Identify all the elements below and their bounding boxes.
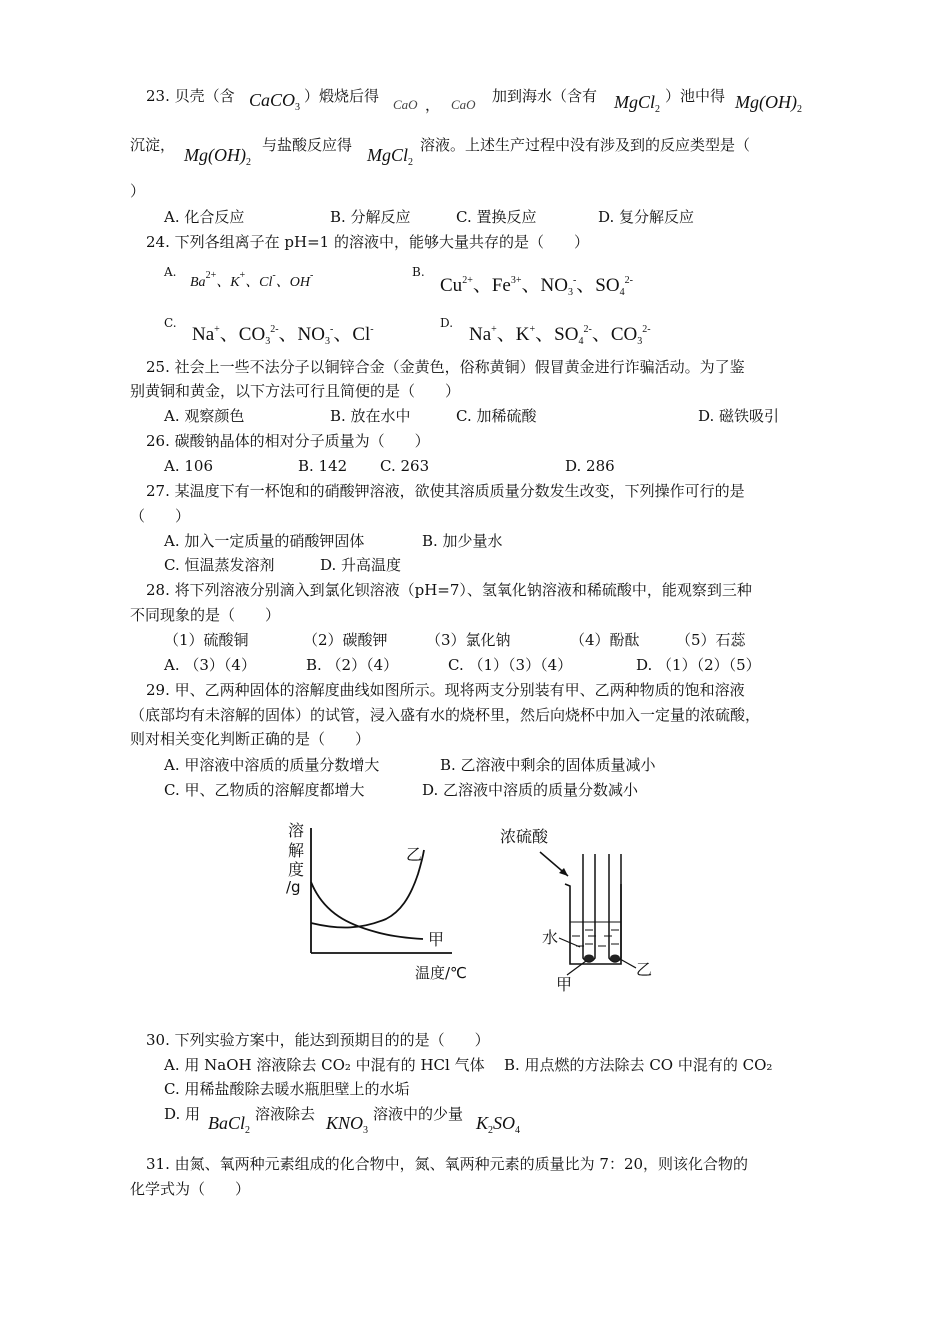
q29-figures: [280, 812, 670, 1002]
q24-label-b: B.: [412, 265, 425, 279]
jia-label: 甲: [556, 975, 573, 994]
q23-formula-cao-2: CaO: [451, 97, 476, 112]
q25-option-a: A. 观察颜色: [164, 407, 245, 425]
q23-formula-cao-1: CaO: [393, 97, 418, 112]
q24-a-ion-2: 、K+: [216, 270, 246, 290]
q24-b-ion-1: $Cu^{2+}$: [440, 275, 473, 296]
q23-option-c: C. 置换反应: [456, 208, 537, 226]
test-tube-jia: [583, 854, 595, 962]
beaker-apparatus: [500, 827, 652, 994]
q23-text-4: ）池中得: [665, 87, 726, 105]
graph-ylabel-3: 度: [288, 860, 305, 879]
q29-option-b: B. 乙溶液中剩余的固体质量减小: [440, 756, 656, 774]
q28-option-b: B. （2）（4）: [306, 656, 399, 674]
q23-text-6: 与盐酸反应得: [262, 136, 353, 154]
q26-option-d: D. 286: [565, 457, 615, 475]
q24-a-ion-3: 、Cl-: [245, 270, 276, 290]
q24-a-ion-1: $Ba^{2+}$: [190, 270, 217, 290]
q27-option-d: D. 升高温度: [320, 556, 402, 574]
q24-c-ion-2: 、$CO_3^{2-}$: [219, 324, 279, 347]
q24-d-ion-3: 、$SO_4^{2-}$: [535, 324, 592, 347]
graph-xlabel: 温度/℃: [415, 964, 467, 982]
q28-item-3: （3）氯化钠: [426, 631, 511, 649]
q30-formula-kno3: $KNO_3$: [326, 1113, 369, 1136]
q25-option-d: D. 磁铁吸引: [698, 407, 780, 425]
q30-formula-k2so4: $K_2SO_4$: [476, 1113, 521, 1136]
curve-jia-label: 甲: [428, 930, 445, 949]
q24-c-ion-1: Na+: [192, 324, 220, 345]
q23-formula-mgcl2-b: MgCl$_2$: [367, 145, 414, 168]
q28-line-2: 不同现象的是（ ）: [130, 606, 281, 624]
q25-line-1: 25. 社会上一些不法分子以铜锌合金（金黄色，俗称黄铜）假冒黄金进行诈骗活动。为了鉴: [146, 358, 745, 376]
q24-label-c: C.: [164, 316, 177, 330]
q27-line-1: 27. 某温度下有一杯饱和的硝酸钾溶液，欲使其溶质质量分数发生改变，下列操作可行的是: [146, 482, 745, 500]
q28-option-c: C. （1）（3）（4）: [448, 656, 573, 674]
q24-option-d-ions: [469, 319, 651, 347]
q30-option-c: C. 用稀盐酸除去暖水瓶胆壁上的水垢: [164, 1080, 410, 1098]
q29-option-a: A. 甲溶液中溶质的质量分数增大: [164, 756, 380, 774]
q30-formula-bacl2: BaCl$_2$: [208, 1113, 251, 1136]
q30-option-d-text-1: D. 用: [164, 1105, 201, 1123]
q28-item-4: （4）酚酞: [570, 631, 640, 649]
q23-text-2: ）煅烧后得: [304, 87, 380, 105]
q24-label-a: A.: [164, 265, 177, 279]
q25-option-c: C. 加稀硫酸: [456, 407, 537, 425]
q24-label-d: D.: [440, 316, 454, 330]
test-tube-yi: [609, 854, 621, 962]
curve-yi-label: 乙: [406, 845, 423, 864]
solid-yi: [610, 955, 620, 962]
q24-d-ion-4: 、$CO_3^{2-}$: [591, 324, 651, 347]
q26-stem: 26. 碳酸钠晶体的相对分子质量为（ ）: [146, 432, 430, 450]
q24-b-ion-2: 、$Fe^{3+}$: [472, 275, 522, 296]
q23-formula-mgcl2: MgCl$_2$: [614, 92, 661, 115]
q24-option-a-ions: [190, 270, 313, 291]
q23-option-d: D. 复分解反应: [598, 208, 695, 226]
q24-b-ion-4: 、$SO_4^{2-}$: [576, 275, 633, 298]
q24-d-ion-1: Na+: [469, 324, 497, 345]
q30-option-d-text-2: 溶液除去: [255, 1105, 316, 1123]
q29-option-c: C. 甲、乙物质的溶解度都增大: [164, 781, 365, 799]
q26-option-a: A. 106: [164, 457, 213, 475]
q28-option-a: A. （3）（4）: [164, 656, 256, 674]
q23-option-a: A. 化合反应: [164, 208, 245, 226]
q29-line-2: （底部均有未溶解的固体）的试管，浸入盛有水的烧杯里，然后向烧杯中加入一定量的浓硫酸，: [130, 706, 761, 724]
beaker: [565, 884, 621, 964]
q28-item-5: （5）石蕊: [676, 631, 746, 649]
q28-option-d: D. （1）（2）（5）: [636, 656, 761, 674]
q29-line-3: 则对相关变化判断正确的是（ ）: [130, 730, 371, 748]
q23-text-7: 溶液。上述生产过程中没有涉及到的反应类型是（: [420, 136, 751, 154]
q24-c-ion-3: 、$NO_3^-$: [278, 324, 334, 347]
q28-item-1: （1）硫酸铜: [164, 631, 249, 649]
q24-c-ion-4: 、Cl-: [333, 324, 374, 345]
curve-jia: [311, 882, 423, 939]
q24-stem: 24. 下列各组离子在 pH=1 的溶液中，能够大量共存的是（ ）: [146, 233, 589, 251]
acid-label: 浓硫酸: [500, 827, 549, 846]
q26-option-b: B. 142: [298, 457, 348, 475]
q23-text-5: 沉淀，: [130, 136, 176, 154]
q23-option-b: B. 分解反应: [330, 208, 411, 226]
q24-a-ion-4: 、OH-: [275, 270, 314, 290]
q25-line-2: 别黄铜和黄金，以下方法可行且简便的是（ ）: [130, 382, 461, 400]
q28-item-2: （2）碳酸钾: [303, 631, 388, 649]
q29-option-d: D. 乙溶液中溶质的质量分数减小: [422, 781, 639, 799]
q24-option-b-ions: [440, 270, 633, 298]
q24-b-ion-3: 、$NO_3^-$: [521, 275, 577, 298]
q23-comma: ，: [425, 96, 441, 114]
solid-jia: [584, 955, 594, 962]
graph-ylabel-4: /g: [286, 878, 301, 896]
q30-stem: 30. 下列实验方案中，能达到预期目的的是（ ）: [146, 1031, 490, 1049]
q26-option-c: C. 263: [380, 457, 430, 475]
q23-text-3: 加到海水（含有: [492, 87, 598, 105]
q23-text-1: 23. 贝壳（含: [146, 87, 235, 105]
q31-line-1: 31. 由氮、氧两种元素组成的化合物中，氮、氧两种元素的质量比为 7：20，则该化合物的: [146, 1155, 749, 1173]
q27-option-b: B. 加少量水: [422, 532, 503, 550]
graph-ylabel-1: 溶: [288, 821, 305, 840]
graph-ylabel-2: 解: [288, 841, 305, 860]
q30-option-b: B. 用点燃的方法除去 CO 中混有的 CO₂: [504, 1056, 773, 1074]
q27-option-c: C. 恒温蒸发溶剂: [164, 556, 275, 574]
q24-option-c-ions: [192, 319, 374, 347]
q30-option-d-text-3: 溶液中的少量: [373, 1105, 464, 1123]
yi-label: 乙: [636, 960, 653, 979]
water-label: 水: [542, 928, 559, 947]
q23-text-8: ）: [130, 182, 146, 200]
q23-formula-mgoh2: $Mg(OH)_2$: [735, 92, 802, 115]
q30-option-a: A. 用 NaOH 溶液除去 CO₂ 中混有的 HCl 气体: [164, 1056, 485, 1074]
q29-line-1: 29. 甲、乙两种固体的溶解度曲线如图所示。现将两支分别装有甲、乙两种物质的饱和溶液: [146, 681, 745, 699]
q31-line-2: 化学式为（ ）: [130, 1180, 251, 1198]
q27-line-2: （ ）: [130, 507, 191, 525]
q23-formula-caco3: CaCO$_3$: [249, 90, 301, 113]
solubility-graph: [286, 821, 467, 982]
q28-line-1: 28. 将下列溶液分别滴入到氯化钡溶液（pH=7）、氢氧化钠溶液和稀硫酸中，能观察到三种: [146, 581, 752, 599]
q27-option-a: A. 加入一定质量的硝酸钾固体: [164, 532, 365, 550]
q24-d-ion-2: 、K+: [496, 324, 536, 345]
q25-option-b: B. 放在水中: [330, 407, 411, 425]
q23-formula-mgoh2-b: $Mg(OH)_2$: [184, 145, 251, 168]
